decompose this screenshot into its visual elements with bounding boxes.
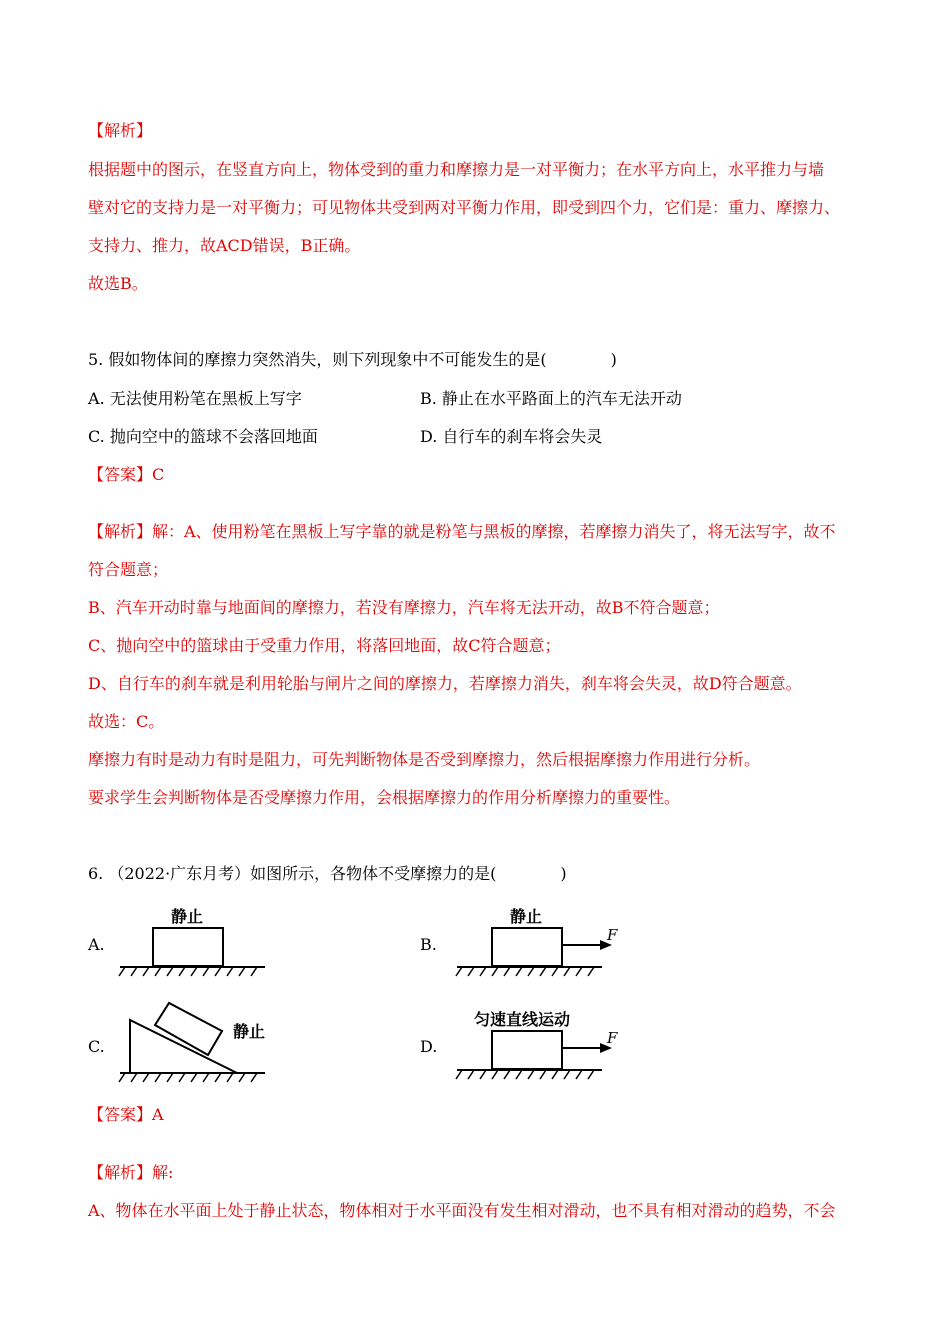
q5-analysis-line-4: C、抛向空中的篮球由于受重力作用，将落回地面，故C符合题意； <box>88 636 561 655</box>
q6-answer: 【答案】A <box>88 1105 164 1124</box>
figure-b-label: B. <box>420 935 437 954</box>
figure-a-caption: 静止 <box>171 907 204 926</box>
analysis-heading: 【解析】 <box>88 121 153 140</box>
figure-d-label: D. <box>420 1037 438 1056</box>
figure-c-caption: 静止 <box>233 1022 266 1041</box>
figure-c-label: C. <box>88 1037 105 1056</box>
q5-answer: 【答案】C <box>88 465 165 484</box>
q5-analysis-line-1: 【解析】解：A、使用粉笔在黑板上写字靠的就是粉笔与黑板的摩擦，若摩擦力消失了，将无法写字，故不 <box>88 522 836 541</box>
figure-a-diagram <box>115 900 275 980</box>
figure-c-diagram <box>115 995 275 1085</box>
q5-option-b: B. 静止在水平路面上的汽车无法开动 <box>420 389 682 408</box>
q5-analysis-line-6: 故选：C。 <box>88 712 165 731</box>
q5-analysis-line-5: D、自行车的刹车就是利用轮胎与闸片之间的摩擦力，若摩擦力消失，刹车将会失灵，故D符合题意。 <box>88 674 802 693</box>
q6-analysis-line-1: 【解析】解: <box>88 1163 174 1182</box>
figure-b-force-label: F <box>607 926 618 944</box>
q5-analysis-line-7: 摩擦力有时是动力有时是阻力，可先判断物体是否受到摩擦力，然后根据摩擦力作用进行分析。 <box>88 750 761 769</box>
question-6-stem: 6. （2022·广东月考）如图所示，各物体不受摩擦力的是( ) <box>88 864 567 883</box>
analysis-line-2: 壁对它的支持力是一对平衡力；可见物体共受到两对平衡力作用，即受到四个力，它们是：重力、摩擦力、 <box>88 198 841 217</box>
figure-d-diagram <box>452 1003 632 1083</box>
q6-analysis-line-2: A、物体在水平面上处于静止状态，物体相对于水平面没有发生相对滑动，也不具有相对滑动的趋势，不会 <box>88 1201 836 1220</box>
figure-b-diagram <box>452 900 632 980</box>
q5-option-c: C. 抛向空中的篮球不会落回地面 <box>88 427 318 446</box>
q5-option-a: A. 无法使用粉笔在黑板上写字 <box>88 389 302 408</box>
analysis-line-4: 故选B。 <box>88 274 148 293</box>
analysis-line-3: 支持力、推力，故ACD错误，B正确。 <box>88 236 361 255</box>
question-5-stem: 5. 假如物体间的摩擦力突然消失，则下列现象中不可能发生的是( ) <box>88 350 617 369</box>
q5-analysis-line-2: 符合题意； <box>88 560 169 579</box>
figure-a-label: A. <box>88 935 105 954</box>
figure-d-caption: 匀速直线运动 <box>474 1010 571 1029</box>
q5-analysis-line-8: 要求学生会判断物体是否受摩擦力作用，会根据摩擦力的作用分析摩擦力的重要性。 <box>88 788 681 807</box>
q5-option-d: D. 自行车的刹车将会失灵 <box>420 427 603 446</box>
figure-b-caption: 静止 <box>510 907 543 926</box>
q5-analysis-line-3: B、汽车开动时靠与地面间的摩擦力，若没有摩擦力，汽车将无法开动，故B不符合题意； <box>88 598 720 617</box>
analysis-line-1: 根据题中的图示，在竖直方向上，物体受到的重力和摩擦力是一对平衡力；在水平方向上，水平推力与墙 <box>88 160 825 179</box>
figure-d-force-label: F <box>607 1029 618 1047</box>
